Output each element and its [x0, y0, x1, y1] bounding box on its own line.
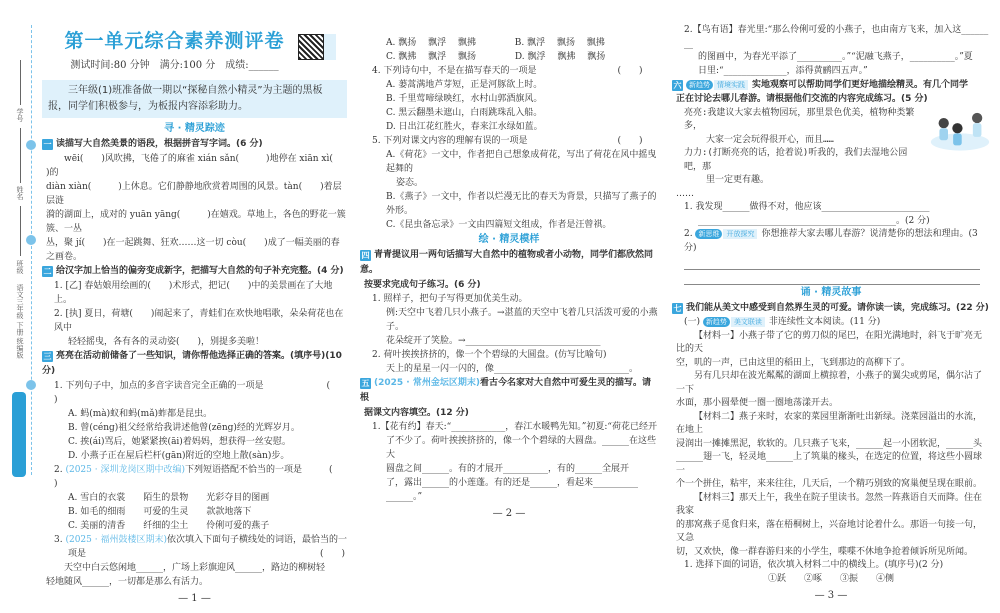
- option-line: [360, 334, 658, 348]
- option-line: [360, 106, 658, 120]
- option-line: [360, 434, 658, 462]
- question-heading: [672, 78, 990, 93]
- question-heading: [360, 248, 658, 278]
- line-text: B.《燕子》一文中，作者以烂漫无比的春天为背景，只描写了燕子的外形。: [386, 192, 657, 216]
- line-text: 了，露出______的小莲蓬。有的还是______，看起来__________: [386, 478, 639, 488]
- section-heading: [360, 232, 658, 248]
- question-heading-cont: [360, 406, 658, 420]
- page-number-2: — 2 —: [492, 508, 526, 519]
- line-text: 例:天空中飞着几只小燕子。→湛蓝的天空中飞着几只活泼可爱的小燕子。: [386, 308, 658, 332]
- option-line: [360, 306, 658, 334]
- question-item: [672, 24, 990, 51]
- dialogue-line: [672, 147, 990, 174]
- question-item: [672, 228, 990, 255]
- option-line: [42, 435, 347, 449]
- question-heading-cont: [360, 278, 658, 292]
- line-text: 给汉字加上恰当的偏旁变成新字，把描写大自然的句子补充完整。(4 分): [56, 266, 344, 276]
- line-text: 项是 ( ): [68, 549, 346, 559]
- line-text: 三年级(1)班准备做一期以“探秘自然小精灵”为主题的黑板报，同学们积极参与，为板报内容添彩助力。: [48, 85, 323, 112]
- line-text: ……: [676, 188, 694, 199]
- item-number: (一): [684, 317, 703, 327]
- question-item: [42, 379, 347, 407]
- option-line: [42, 335, 347, 349]
- question-item: [360, 134, 658, 148]
- passage-line: [42, 208, 347, 236]
- line-text: 姿态。: [396, 178, 424, 188]
- option-line: [360, 120, 658, 134]
- line-text: 丛，聚 jí( )在一起跳舞、狂欢……这一切 còu( )成了一幅美丽的春之画卷。: [46, 238, 340, 262]
- line-text: 1. 我发现______做得不对，他应该________________________: [684, 202, 930, 212]
- option-line: [672, 215, 990, 229]
- dialogue-line: [672, 174, 990, 188]
- question-item: [360, 420, 658, 434]
- question-item: [360, 348, 658, 362]
- option-line: [360, 50, 658, 64]
- option-line: [42, 407, 347, 421]
- line-text: 亮亮在活动前储备了一些知识，请你帮他选择正确的答案。(填序号)(10 分): [42, 351, 342, 376]
- option-line: [360, 92, 658, 106]
- binding-hole: [26, 140, 36, 150]
- line-text: C. 黑云翻墨未遮山，白雨跳珠乱入船。: [386, 108, 543, 118]
- line-text: wēi( )风吹拂，飞倦了的麻雀 xián sǎn( )地停在 xiān xì( )的: [46, 154, 360, 178]
- section-heading: [672, 285, 990, 301]
- option-line: [42, 421, 347, 435]
- passage-line: [672, 546, 990, 560]
- line-text: C.《昆虫备忘录》一文由四篇短文组成，作者是汪曾祺。: [386, 220, 612, 230]
- line-text: 浸润出一摊摊黑泥，软软的。几只燕子飞来，______起一小团软泥，______头: [676, 438, 983, 449]
- line-text: 诵 · 精灵故事: [800, 287, 862, 298]
- passage-line: [42, 575, 347, 589]
- exam-meta: [42, 56, 347, 76]
- line-text: C. 美丽的清香 纤细的尘土 伶俐可爱的燕子: [68, 521, 270, 531]
- question-heading-cont: [672, 93, 990, 107]
- option-line: [360, 476, 658, 490]
- question-item: [672, 559, 990, 573]
- option-line: [360, 176, 658, 190]
- line-text: 2. [执] 夏日，荷塘( )闹起来了，青蛙们在欢快地唱歌，朵朵荷花也在风中: [54, 309, 344, 333]
- passage-line: [672, 478, 990, 492]
- item-number: 2.: [684, 229, 696, 239]
- page-3: [672, 24, 990, 604]
- page-number-3: — 3 —: [814, 590, 848, 601]
- passage-line: [42, 180, 347, 208]
- line-text: ①跃 ②啄 ③振 ④侧: [767, 573, 894, 584]
- item-number: 2.: [54, 465, 66, 475]
- passage-line: [42, 236, 347, 264]
- line-text: 看古今名家对大自然中可爱生灵的描写。请根: [360, 378, 651, 403]
- line-text: A.《荷花》一文中，作者把自己想象成荷花，写出了荷花在风中摇曳起舞的: [386, 150, 657, 174]
- option-line: [360, 78, 658, 92]
- line-text: 天上的星星一闪一闪的，像______________________________。: [386, 364, 639, 374]
- passage-line: [672, 411, 990, 438]
- section-heading: [42, 121, 347, 137]
- option-line: [360, 362, 658, 376]
- line-text: 空，叽的一声，已由这里的稻田上，飞到那边的高柳下了。: [676, 357, 911, 368]
- passage-line: [42, 561, 347, 575]
- question-heading: [360, 376, 658, 406]
- answer-line[interactable]: [684, 270, 980, 285]
- name-label: 姓名: [16, 186, 24, 200]
- page-number-1: — 1 —: [178, 593, 211, 604]
- brand-logo: [12, 392, 26, 477]
- line-text: B. 千里莺啼绿映红，水村山郭酒旗风。: [386, 94, 543, 104]
- line-text: D. 日出江花红胜火，春来江水绿如蓝。: [386, 122, 543, 132]
- line-text: ______翅一飞，轻灵地______上了筑巢的椽头，在选定的位置，将这些小圆球一: [676, 452, 983, 476]
- line-text: 5. 下列对课文内容的理解有误的一项是 ( ): [372, 136, 643, 146]
- question-heading: [42, 137, 347, 152]
- option-line: [672, 65, 990, 79]
- line-text: 的图画中，为春光平添了__________。”“泥融飞燕子，__________。”夏: [698, 52, 973, 62]
- line-text: D. 小燕子正在屋后栏杆(gān)附近的空地上散(sàn)步。: [68, 451, 290, 461]
- line-text: 天空中白云悠闲地______，广场上彩旗迎风______，路边的柳树轻: [64, 563, 326, 573]
- line-text: 按要求完成句子练习。(6 分): [364, 280, 481, 290]
- option-line: [42, 505, 347, 519]
- passage-line: [42, 152, 360, 180]
- line-text: 水面，那小圆晕便一圈一圈地荡漾开去。: [676, 398, 839, 408]
- question-item: [672, 316, 990, 330]
- line-text: 1.【花有约】春天:“____________，春江水暖鸭先知。”初夏:“荷花已经开: [372, 422, 657, 432]
- question-item: [42, 463, 351, 491]
- line-text: 轻地随风______，一切都是那么有活力。: [46, 577, 209, 587]
- passage-line: [672, 370, 990, 397]
- dialogue-line: [672, 107, 990, 134]
- line-text: B. 如毛的细雨 可爱的生灵 款款地落下: [68, 507, 252, 517]
- line-text: 【材料二】燕子来时，农家的菜园里渐渐吐出新绿。浇菜园溢出的水流，在地上: [676, 411, 983, 435]
- line-text: 了不少了。荷叶挨挨挤挤的，像一个个碧绿的大圆盘。______在这些大: [386, 436, 657, 460]
- passage-line: [672, 438, 990, 452]
- line-text: 【材料一】小燕子带了它的剪刀似的尾巴，在阳光满地时，斜飞于旷亮无比的天: [676, 330, 983, 354]
- student-id-label: 学号: [16, 108, 24, 122]
- option-line: [360, 490, 658, 504]
- option-line: [42, 449, 347, 463]
- line-text: 【材料三】那天上午，我坐在院子里读书。忽然一阵燕语自天而降。住在我家: [676, 492, 983, 516]
- line-text: 读描写大自然美景的语段，根据拼音写字词。(6 分): [56, 139, 263, 149]
- line-text: 另有几只却在波光粼粼的湖面上横掠着，小燕子的翼尖或剪尾，偶尔沾了一下: [676, 371, 983, 395]
- source-note: (2025 · 常州金坛区期末): [374, 378, 480, 388]
- question-number: 一: [43, 140, 52, 149]
- question-number: 四: [361, 251, 370, 260]
- line-text: 切，又欢快，像一群春游归来的小学生，喋喋不休地争抢着倾诉所见所闻。: [676, 546, 974, 557]
- option-line: [360, 218, 658, 232]
- passage-line: [672, 330, 990, 357]
- line-text: 里一定更有趣。: [706, 175, 770, 185]
- source-note: (2025 · 福州鼓楼区期末): [65, 535, 167, 545]
- question-number: 三: [43, 352, 52, 361]
- answer-line[interactable]: [684, 255, 980, 270]
- line-text: 非连续性文本阅读。(11 分): [768, 317, 881, 327]
- question-item: [42, 307, 347, 335]
- line-text: 大家一定会玩得很开心，而且……: [706, 134, 834, 145]
- line-text: A. 雪白的衣裳 陌生的景物 光彩夺目的图画: [68, 493, 270, 503]
- passage-line: [672, 492, 990, 519]
- line-text: 力力:(打断亮亮的话，抢着说)听我的，我们去湿地公园吧，那: [684, 148, 908, 172]
- question-item: [360, 292, 658, 306]
- line-text: 寻 · 精灵踪迹: [164, 123, 225, 134]
- exam-title: [42, 26, 347, 56]
- line-text: 据课文内容填空。(12 分): [364, 408, 469, 418]
- line-text: 圆盘之间______。有的才展开__________，有的______全展开: [386, 464, 630, 474]
- source-note: (2025 · 深圳龙岗区期中改编): [65, 465, 185, 475]
- category-tag: 开放探究: [723, 229, 757, 239]
- option-line: [672, 51, 990, 65]
- line-text: C. 挨(ái)骂后，她紧紧挨(āi)着妈妈，想获得一丝安慰。: [68, 437, 291, 447]
- question-item: [42, 533, 347, 547]
- line-text: 测试时间:80 分钟 满分:100 分 成绩:______: [70, 60, 279, 71]
- category-tag: 情境实践: [714, 80, 748, 90]
- line-text: ____________________________________________。(2 分): [698, 215, 930, 226]
- line-text: B. 曾(céng)祖父经常给我讲述他曾(zēng)经的光辉岁月。: [68, 423, 300, 433]
- question-heading: [42, 264, 347, 279]
- question-item: [672, 201, 990, 215]
- question-heading: [42, 349, 347, 379]
- question-number: 五: [361, 379, 370, 388]
- line-text: 下列短语搭配不恰当的一项是 ( ): [54, 465, 351, 489]
- line-text: A. 蚂(mà)蚁和蚂(mǎ)蚱都是昆虫。: [68, 409, 213, 419]
- question-number: 二: [43, 267, 52, 276]
- binding-margin: [0, 0, 40, 491]
- line-text: 2.【鸟有语】春光里:“那么伶俐可爱的小燕子，也由南方飞来，加入这________: [684, 25, 989, 49]
- question-item: [360, 64, 658, 78]
- trend-badge: 新趋势: [703, 317, 730, 327]
- trend-badge: 新趋势: [686, 80, 713, 90]
- option-line: [360, 462, 658, 476]
- binding-hole: [26, 235, 36, 245]
- line-text: 正在讨论去哪儿春游。请根据他们交流的内容完成练习。(5 分): [676, 94, 928, 104]
- line-text: C. 飘拂 飘浮 飘扬 D. 飘浮 飘拂 飘扬: [386, 52, 606, 62]
- line-text: 绘 · 精灵模样: [478, 234, 540, 245]
- line-text: 1. 选择下面的词语，依次填入材料二中的横线上。(填序号)(2 分): [684, 560, 944, 570]
- line-text: A. 飘扬 飘浮 飘拂 B. 飘浮 飘扬 飘拂: [386, 38, 605, 48]
- line-text: 第一单元综合素养测评卷: [64, 30, 285, 52]
- line-text: 2. 荷叶挨挨挤挤的，像一个个碧绿的大圆盘。(仿写比喻句): [372, 350, 607, 360]
- word-choices: [672, 573, 990, 587]
- line-text: 1. 下列句子中，加点的多音字读音完全正确的一项是 ( ): [54, 381, 348, 405]
- line-text: 花朵绽开了笑脸。→______________________________: [386, 336, 601, 346]
- option-line: [42, 491, 347, 505]
- question-number: 七: [673, 304, 682, 313]
- line-text: 的那窝燕子觅食归来，落在梧桐树上，兴奋地讨论着什么。那语一句接一句，又急: [676, 519, 983, 543]
- line-text: 亮亮:我建议大家去植物园玩，那里景色优美，植物种类繁多，: [684, 107, 915, 131]
- line-text: 我们能从美文中感受到自然界生灵的可爱。请你读一读，完成练习。(22 分): [686, 303, 989, 313]
- intro-box: [42, 80, 347, 118]
- option-line: [360, 36, 658, 50]
- category-tag: 美文联读: [731, 317, 765, 327]
- option-line: [360, 148, 658, 176]
- passage-line: [672, 188, 990, 202]
- line-text: 青青提议用一两句话描写大自然中的植物或者小动物，同学们都欣然同意。: [360, 250, 654, 275]
- line-text: 你想推荐大家去哪儿春游？说清楚你的想法和理由。(3 分): [684, 229, 978, 253]
- line-text: 1. 照样子，把句子写得更加优美生动。: [372, 294, 528, 304]
- page-1: [42, 26, 360, 607]
- line-text: ______。”: [386, 492, 423, 502]
- line-text: 漪的湖面上，成对的 yuān yāng( )在嬉戏。草地上，各色的野花一簇簇、一丛: [46, 210, 346, 234]
- line-text: diàn xiàn( )上休息。它们静静地欣赏着周围的风景。tàn( )着层层涟: [46, 182, 342, 206]
- question-heading: [672, 301, 990, 316]
- passage-line: [672, 397, 990, 411]
- passage-line: [672, 451, 990, 478]
- line-text: A. 蒌蒿满地芦芽短，正是河豚欲上时。: [386, 80, 543, 90]
- subject-grade-label: 语文三年级 下册 统编版: [16, 284, 24, 359]
- option-line: [42, 547, 347, 561]
- cut-line: [31, 25, 32, 475]
- question-number: 六: [673, 81, 682, 90]
- line-text: 日里:“______________，添得黄鹂四五声。”: [698, 65, 868, 76]
- line-text: 轻轻摇曳，各有各的灵动姿( )，别提多美啦！: [68, 337, 265, 347]
- binding-hole: [26, 380, 36, 390]
- line-text: 实地观察可以帮助同学们更好地描绘精灵。有几个同学: [752, 80, 969, 90]
- option-line: [42, 519, 347, 533]
- page-2: [360, 36, 658, 522]
- trend-badge: 新思维: [695, 229, 722, 239]
- item-number: 3.: [54, 535, 66, 545]
- question-item: [42, 279, 347, 307]
- line-text: 4. 下列诗句中，不是在描写春天的一项是 ( ): [372, 66, 643, 76]
- line-text: 依次填入下面句子横线处的词语，最恰当的一: [166, 535, 347, 545]
- passage-line: [672, 519, 990, 546]
- class-label: 班级: [16, 260, 24, 274]
- passage-line: [672, 357, 990, 371]
- dialogue-line: [672, 134, 990, 148]
- option-line: [360, 190, 658, 218]
- line-text: 个一个拼住，粘牢，来来往往，几天后，一个精巧别致的窝巢便呈现在眼前。: [676, 479, 983, 489]
- line-text: 1. [乙] 春姑娘用绘画的( )术形式，把记( )中的美景画在了大地上。: [54, 281, 333, 305]
